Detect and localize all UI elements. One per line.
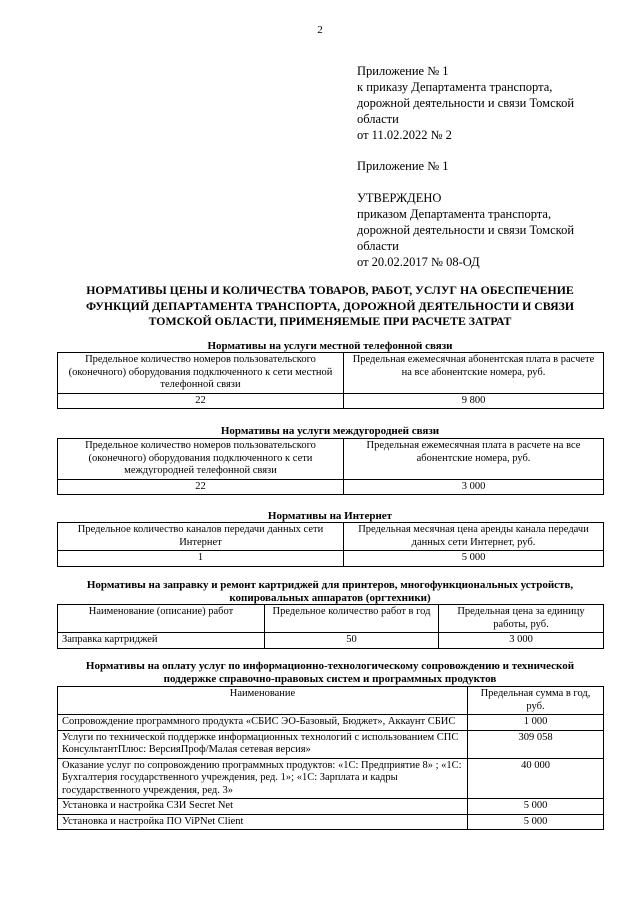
heading-line: Нормативы на оплату услуг по информационно-технологическому сопровождению и технической (85, 660, 575, 672)
table-cell: Заправка картриджей (58, 633, 265, 649)
table-cell: 3 000 (439, 633, 604, 649)
intl-phone-heading: Нормативы на услуги междугородней связи (220, 425, 440, 437)
appendix-line: области (357, 112, 399, 126)
table-cell: Сопровождение программного продукта «СБИС ЭО-Базовый, Бюджет», Аккаунт СБИС (58, 715, 468, 731)
table-header-cell: Наименование (описание) работ (58, 605, 265, 633)
table-row (58, 730, 604, 758)
approval-line: от 20.02.2017 № 08-ОД (357, 255, 480, 269)
it-support-heading (58, 660, 602, 686)
title-line: ФУНКЦИЙ ДЕПАРТАМЕНТА ТРАНСПОРТА, ДОРОЖНОЙ ДЕЯТЕЛЬНОСТИ И СВЯЗИ (85, 298, 575, 313)
title-line: НОРМАТИВЫ ЦЕНЫ И КОЛИЧЕСТВА ТОВАРОВ, РАБОТ, УСЛУГ НА ОБЕСПЕЧЕНИЕ (86, 283, 574, 297)
table-header-cell: Предельная ежемесячная абонентская плата в расчете на все абонентские номера, руб. (344, 353, 604, 394)
internet-heading: Нормативы на Интернет (267, 510, 393, 522)
table-header-cell: Предельная цена за единицу работы, руб. (439, 605, 604, 633)
table-cell: Установка и настройка СЗИ Secret Net (58, 799, 468, 815)
approval-line: УТВЕРЖДЕНО (357, 191, 442, 205)
appendix-label: Приложение № 1 (357, 159, 449, 173)
heading-line: Нормативы на заправку и ремонт картриджей для принтеров, многофункциональных устройств, (86, 579, 574, 591)
appendix-header (357, 63, 617, 143)
table-cell: Услуги по технической поддержке информационных технологий с использованием СПС КонсультантПлюс: ВерсияПроф/Малая сетевая версия» (58, 730, 468, 758)
cartridges-table (57, 604, 604, 649)
table-cell: 3 000 (344, 479, 604, 495)
table-cell: 9 800 (344, 393, 604, 409)
appendix-line: дорожной деятельности и связи Томской (357, 96, 575, 110)
heading-line: копировальных аппаратов (оргтехники) (229, 592, 431, 604)
table-cell: 5 000 (468, 814, 604, 830)
table-cell: 1 (58, 551, 344, 567)
page-number: 2 (317, 24, 323, 36)
appendix-line: от 11.02.2022 № 2 (357, 128, 452, 142)
intl-phone-table (57, 438, 604, 495)
table-header-cell: Предельная ежемесячная плата в расчете на все абонентские номера, руб. (344, 439, 604, 480)
table-cell: 1 000 (468, 715, 604, 731)
approval-line: дорожной деятельности и связи Томской (357, 223, 575, 237)
table-cell: Установка и настройка ПО ViPNet Client (58, 814, 468, 830)
table-header-cell: Предельное количество каналов передачи данных сети Интернет (58, 523, 344, 551)
table-header-cell: Предельное количество номеров пользовательского (оконечного) оборудования подключенного к сети местной телефонной связи (58, 353, 344, 394)
approval-block (357, 190, 617, 270)
table-header-cell: Предельная месячная цена аренды канала передачи данных сети Интернет, руб. (344, 523, 604, 551)
table-cell: 22 (58, 393, 344, 409)
table-header-cell: Наименование (58, 687, 468, 715)
heading-line: поддержке справочно-правовых систем и программных продуктов (163, 673, 497, 685)
table-cell: 40 000 (468, 758, 604, 799)
table-header-cell: Предельное количество работ в год (265, 605, 439, 633)
cartridges-heading (58, 579, 602, 605)
internet-table (57, 522, 604, 567)
table-cell: Оказание услуг по сопровождению программных продуктов: «1С: Предприятие 8» ; «1С: Бухгалтерия государственного учреждения, ред. 1»; «1С: Зарплата и кадры государственного учреждения, ред. 3» (58, 758, 468, 799)
table-cell: 5 000 (344, 551, 604, 567)
approval-line: области (357, 239, 399, 253)
table-header-cell: Предельная сумма в год, руб. (468, 687, 604, 715)
document-title (60, 283, 600, 330)
table-cell: 5 000 (468, 799, 604, 815)
table-cell: 309 058 (468, 730, 604, 758)
table-row (58, 758, 604, 799)
it-support-table (57, 686, 604, 830)
table-cell: 50 (265, 633, 439, 649)
table-row (58, 715, 604, 731)
table-cell: 22 (58, 479, 344, 495)
table-header-cell: Предельное количество номеров пользовательского (оконечного) оборудования подключенного к сети междугородней телефонной связи (58, 439, 344, 480)
table-row (58, 799, 604, 815)
local-phone-table (57, 352, 604, 409)
title-line: ТОМСКОЙ ОБЛАСТИ, ПРИМЕНЯЕМЫЕ ПРИ РАСЧЕТЕ ЗАТРАТ (148, 314, 512, 328)
approval-line: приказом Департамента транспорта, (357, 207, 552, 221)
local-phone-heading: Нормативы на услуги местной телефонной связи (207, 340, 453, 352)
appendix-line: к приказу Департамента транспорта, (357, 80, 553, 94)
appendix-line: Приложение № 1 (357, 64, 449, 78)
table-row (58, 814, 604, 830)
